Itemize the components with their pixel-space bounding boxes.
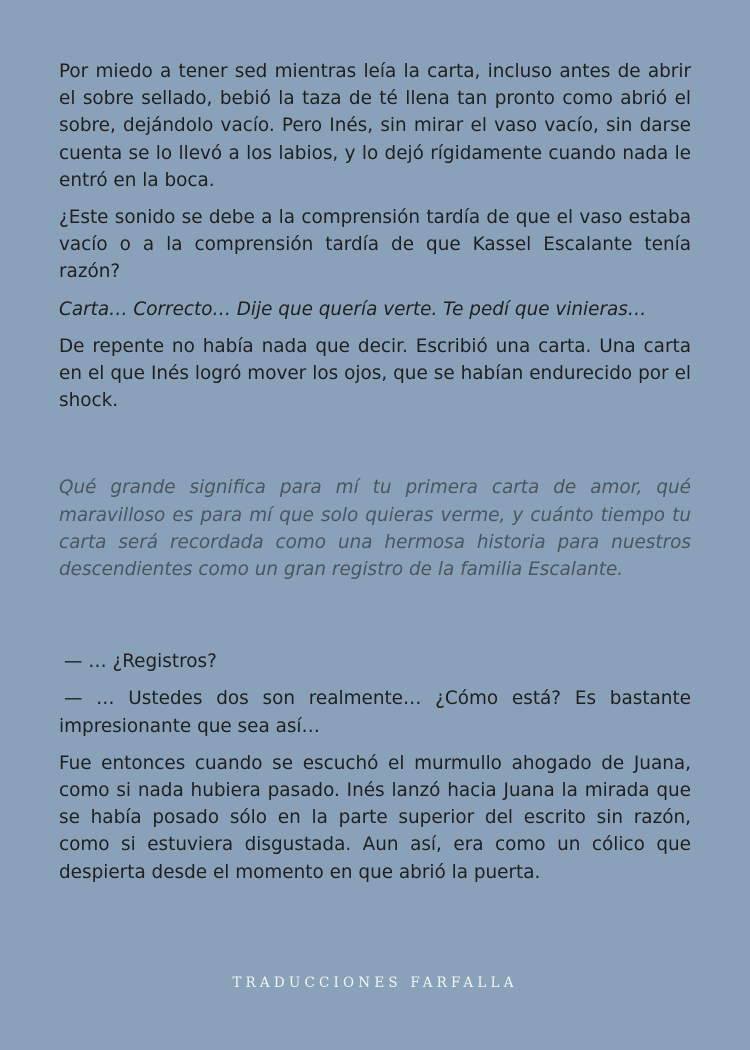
dialogue-line-1 <box>59 648 691 675</box>
letter-excerpt: Qué grande significa para mí tu primera carta de amor, qué maravilloso es para mí que solo quieras verme, y cuánto tiempo tu carta será recordada como una hermosa historia para nuestros descendientes como un gran registro de la familia Escalante. <box>59 477 691 581</box>
paragraph-2: ¿Este sonido se debe a la comprensión tardía de que el vaso estaba vacío o a la comprensión tardía de que Kassel Escalante tenía razón? <box>59 207 691 283</box>
paragraph-1: Por miedo a tener sed mientras leía la carta, incluso antes de abrir el sobre sellado, bebió la taza de té llena tan pronto como abrió el sobre, dejándolo vacío. Pero Inés, sin mirar el vaso vacío, sin darse cuenta se lo llevó a los labios, y lo dejó rígidamente cuando nada le entró en la boca. <box>59 61 691 191</box>
footer-credit: TRADUCCIONES FARFALLA <box>232 975 518 991</box>
page-body <box>59 58 691 896</box>
dialogue-line-2 <box>59 685 691 739</box>
paragraph-4: De repente no había nada que decir. Escribió una carta. Una carta en el que Inés logró mover los ojos, que se habían endurecido por el shock. <box>59 335 691 412</box>
dialogue-text-2: — … Ustedes dos son realmente… ¿Cómo está? Es bastante impresionante que sea así… <box>59 688 691 737</box>
paragraph-5: Fue entonces cuando se escuchó el murmullo ahogado de Juana, como si nada hubiera pasado. Inés lanzó hacia Juana la mirada que se había posado sólo en la parte superior del escrito sin razón, como si estuviera disgustada. Aun así, era como un cólico que despierta desde el momento en que abrió la puerta. <box>59 752 691 883</box>
dialogue-text-1: — … ¿Registros? <box>64 651 217 673</box>
paragraph-3-thought: Carta… Correcto… Dije que quería verte. Te pedí que vinieras… <box>59 298 647 320</box>
